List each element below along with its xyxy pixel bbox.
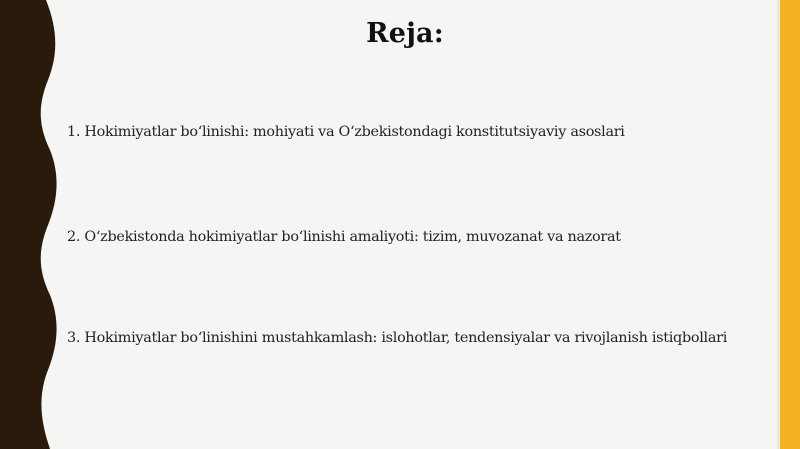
agenda-item-3: 3. Hokimiyatlar bo‘linishini mustahkamlash: islohotlar, tendensiyalar va rivojlanish istiqbollari — [67, 330, 727, 346]
agenda-item-1: 1. Hokimiyatlar bo‘linishi: mohiyati va O‘zbekistondagi konstitutsiyaviy asoslari — [67, 124, 625, 140]
slide-title: Reja: — [366, 18, 444, 49]
accent-bar — [780, 0, 800, 449]
agenda-item-2: 2. O‘zbekistonda hokimiyatlar bo‘linishi amaliyoti: tizim, muvozanat va nazorat — [67, 229, 621, 245]
decorative-wave-strip — [0, 0, 64, 449]
